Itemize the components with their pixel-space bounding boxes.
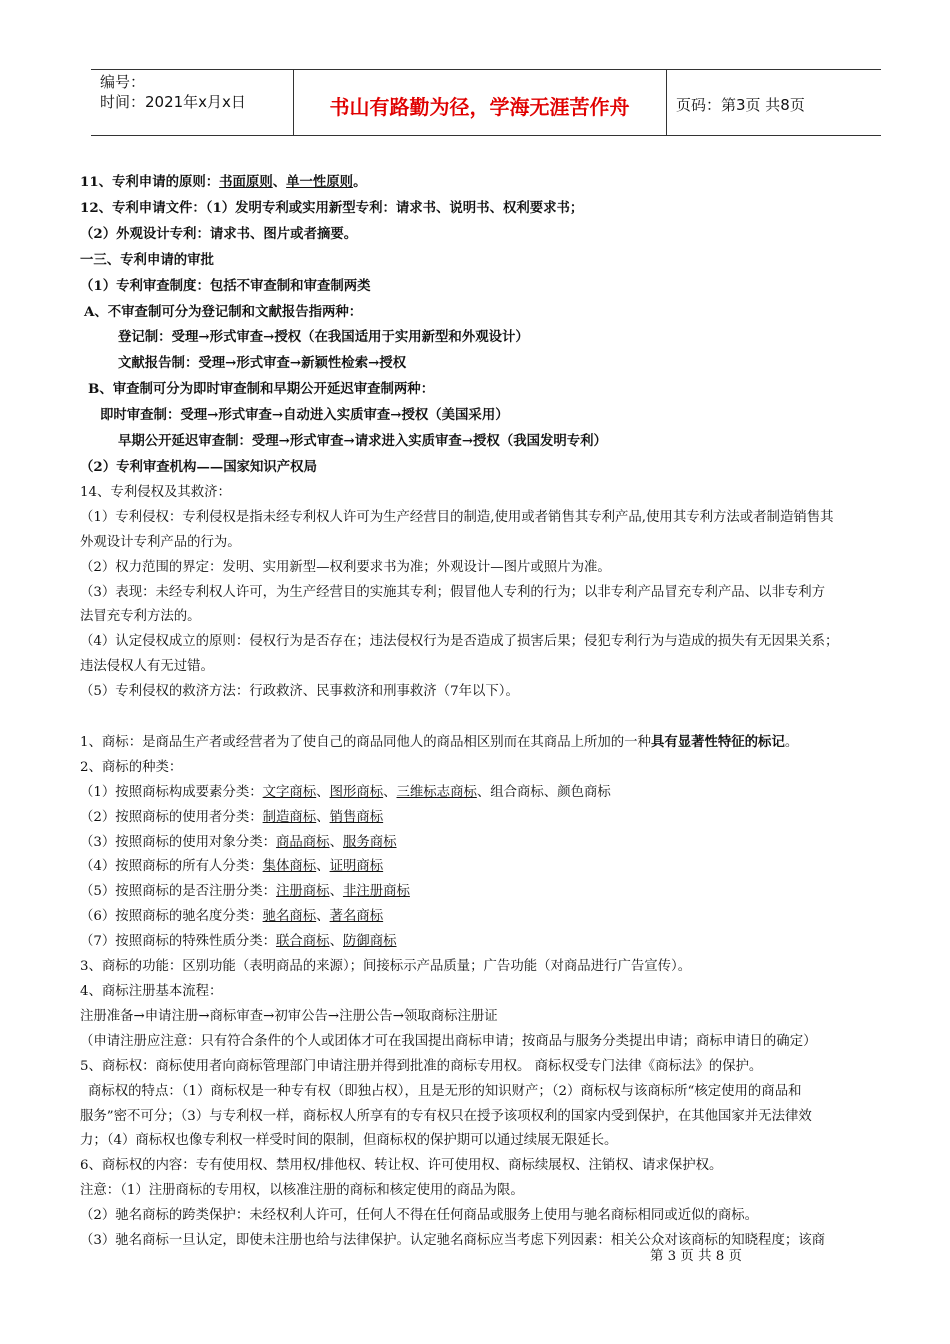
underlined-term: 著名商标 bbox=[329, 909, 384, 925]
text-segment: 3、商标的功能：区别功能（表明商品的来源）；间接标示产品质量；广告功能（对商品进行广告宣传）。 bbox=[80, 959, 692, 975]
blank-line bbox=[80, 705, 895, 730]
text-segment: 即时审查制：受理→形式审查→自动进入实质审查→授权（美国采用） bbox=[100, 407, 509, 424]
text-segment: 、 bbox=[383, 784, 397, 800]
text-segment: （1）专利审查制度：包括不审查制和审查制两类 bbox=[80, 277, 371, 294]
text-segment: 、 bbox=[316, 784, 330, 800]
header-page-info: 页码：第3页 共8页 bbox=[676, 96, 805, 114]
text-segment: 5、商标权：商标使用者向商标管理部门申请注册并得到批准的商标专用权。 商标权受专门法律《商标法》的保护。 bbox=[80, 1058, 763, 1074]
text-line bbox=[80, 300, 895, 326]
text-line bbox=[80, 1005, 895, 1030]
text-segment: 具有显著性特征的标记 bbox=[650, 733, 785, 750]
header-motto: 书山有路勤为径，学海无涯苦作舟 bbox=[329, 95, 630, 119]
underlined-term: 单一性原则 bbox=[286, 174, 354, 190]
text-segment: 外观设计专利产品的行为。 bbox=[80, 534, 241, 550]
underlined-term: 防御商标 bbox=[342, 934, 397, 950]
text-line bbox=[80, 930, 895, 955]
text-segment: 、组合商标、颜色商标 bbox=[476, 784, 611, 800]
text-line bbox=[80, 196, 895, 222]
underlined-term: 图形商标 bbox=[329, 784, 384, 800]
text-line bbox=[80, 403, 895, 429]
underlined-term: 联合商标 bbox=[276, 934, 330, 950]
text-segment: （3）驰名商标一旦认定，即使未注册也给与法律保护。认定驰名商标应当考虑下列因素：相关公众对该商标的知晓程度；该商 bbox=[80, 1233, 825, 1249]
text-segment: （4）认定侵权成立的原则：侵权行为是否存在；违法侵权行为是否造成了损害后果；侵犯专利行为与造成的损失有无因果关系； bbox=[80, 634, 839, 650]
text-line bbox=[80, 730, 895, 756]
text-segment: 、 bbox=[316, 859, 330, 875]
text-segment: 、 bbox=[329, 834, 343, 850]
text-line bbox=[80, 680, 895, 705]
text-line bbox=[80, 455, 895, 481]
text-segment: 早期公开延迟审查制：受理→形式审查→请求进入实质审查→授权（我国发明专利） bbox=[118, 433, 607, 450]
text-line bbox=[80, 605, 895, 630]
text-segment: 服务”密不可分；（3）与专利权一样，商标权人所享有的专有权只在授予该项权利的国家内受到保护，在其他国家并无法律效 bbox=[80, 1108, 812, 1124]
underlined-term: 非注册商标 bbox=[342, 884, 410, 900]
text-segment: 6、商标权的内容：专有使用权、禁用权/排他权、转让权、许可使用权、商标续展权、注销权、请求保护权。 bbox=[80, 1158, 723, 1174]
text-segment: 4、商标注册基本流程： bbox=[80, 983, 223, 999]
underlined-term: 文字商标 bbox=[262, 784, 317, 800]
text-segment: （1）专利侵权：专利侵权是指未经专利权人许可为生产经营目的制造,使用或者销售其专利产品,使用其专利方法或者制造销售其 bbox=[80, 509, 834, 525]
text-line bbox=[80, 429, 895, 455]
serial-label: 编号： bbox=[100, 73, 146, 91]
header-bottom-rule bbox=[91, 135, 881, 136]
text-line bbox=[80, 980, 895, 1005]
text-line bbox=[80, 905, 895, 930]
text-line bbox=[80, 556, 895, 581]
text-line bbox=[80, 481, 895, 506]
text-line bbox=[80, 1129, 895, 1154]
text-segment: 文献报告制：受理→形式审查→新颖性检索→授权 bbox=[118, 355, 407, 372]
text-segment: （5）按照商标的是否注册分类： bbox=[80, 884, 276, 900]
text-segment: 商标权的特点：（1）商标权是一种专有权（即独占权），且是无形的知识财产；（2）商标权与该商标所“核定使用的商品和 bbox=[88, 1083, 802, 1099]
text-line bbox=[80, 1204, 895, 1229]
text-segment: A、不审查制可分为登记制和文献报告指两种： bbox=[84, 303, 363, 320]
text-line bbox=[80, 1105, 895, 1130]
text-segment: （4）按照商标的所有人分类： bbox=[80, 859, 263, 875]
text-line bbox=[80, 377, 895, 403]
underlined-term: 证明商标 bbox=[329, 859, 384, 875]
text-segment: （7）按照商标的特殊性质分类： bbox=[80, 934, 276, 950]
text-segment: 14、专利侵权及其救济： bbox=[80, 484, 231, 500]
underlined-term: 销售商标 bbox=[329, 809, 384, 825]
text-line bbox=[80, 325, 895, 351]
underlined-term: 驰名商标 bbox=[262, 909, 317, 925]
text-line bbox=[80, 248, 895, 274]
text-line bbox=[80, 955, 895, 980]
text-segment: （2）外观设计专利：请求书、图片或者摘要。 bbox=[80, 225, 358, 242]
text-segment: 注意：（1）注册商标的专用权，以核准注册的商标和核定使用的商品为限。 bbox=[80, 1183, 524, 1199]
underlined-term: 商品商标 bbox=[276, 834, 330, 850]
text-segment: 、 bbox=[316, 809, 330, 825]
header-meta bbox=[100, 72, 246, 112]
text-segment: 法冒充专利方法的。 bbox=[80, 609, 201, 625]
text-line bbox=[80, 1229, 895, 1254]
text-line bbox=[80, 506, 895, 531]
underlined-term: 书面原则 bbox=[219, 174, 273, 190]
header-divider-right bbox=[666, 69, 667, 135]
text-segment: 。 bbox=[784, 734, 799, 750]
underlined-term: 制造商标 bbox=[262, 809, 317, 825]
underlined-term: 服务商标 bbox=[342, 834, 397, 850]
text-segment: （2）专利审查机构——国家知识产权局 bbox=[80, 458, 317, 475]
text-line bbox=[80, 806, 895, 831]
text-segment: 2、商标的种类： bbox=[80, 759, 183, 775]
text-line bbox=[80, 351, 895, 377]
text-line bbox=[80, 170, 895, 196]
underlined-term: 集体商标 bbox=[262, 859, 317, 875]
text-segment: 、 bbox=[329, 884, 343, 900]
underlined-term: 三维标志商标 bbox=[396, 784, 477, 800]
text-segment: 、 bbox=[272, 174, 287, 190]
text-segment: 1、商标：是商品生产者或经营者为了使自己的商品同他人的商品相区别而在其商品上所加的一种 bbox=[80, 734, 651, 750]
text-line bbox=[80, 531, 895, 556]
text-line bbox=[80, 1080, 895, 1105]
text-segment: （2）驰名商标的跨类保护：未经权利人许可，任何人不得在任何商品或服务上使用与驰名商标相同或近似的商标。 bbox=[80, 1208, 759, 1224]
text-line bbox=[80, 1179, 895, 1204]
text-segment: 登记制：受理→形式审查→授权（在我国适用于实用新型和外观设计） bbox=[118, 329, 529, 346]
text-segment: 注册准备→申请注册→商标审查→初审公告→注册公告→领取商标注册证 bbox=[80, 1008, 498, 1024]
text-segment: （申请注册应注意：只有符合条件的个人或团体才可在我国提出商标申请；按商品与服务分类提出申请；商标申请日的确定） bbox=[80, 1033, 817, 1049]
text-line bbox=[80, 855, 895, 880]
text-segment: 一三、专利申请的审批 bbox=[80, 251, 214, 268]
text-segment: 。 bbox=[353, 174, 367, 190]
text-segment: 力；（4）商标权也像专利权一样受时间的限制，但商标权的保护期可以通过续展无限延长。 bbox=[80, 1133, 618, 1149]
text-segment: 、 bbox=[329, 934, 343, 950]
text-line bbox=[80, 655, 895, 680]
page-footer: 第 3 页 共 8 页 bbox=[650, 1249, 742, 1264]
text-segment: 12、专利申请文件：（1）发明专利或实用新型专利：请求书、说明书、权利要求书； bbox=[80, 199, 584, 216]
underlined-term: 注册商标 bbox=[276, 884, 330, 900]
text-segment: （5）专利侵权的救济方法：行政救济、民事救济和刑事救济（7年以下）。 bbox=[80, 684, 519, 700]
text-line bbox=[80, 1055, 895, 1080]
text-segment: 违法侵权人有无过错。 bbox=[80, 659, 214, 675]
document-body bbox=[80, 170, 895, 1254]
text-segment: （2）权力范围的界定：发明、实用新型—权利要求书为准；外观设计—图片或照片为准。 bbox=[80, 559, 611, 575]
time-label: 时间：2021年x月x日 bbox=[100, 93, 246, 111]
text-segment: （1）按照商标构成要素分类： bbox=[80, 784, 263, 800]
text-segment: （2）按照商标的使用者分类： bbox=[80, 809, 263, 825]
text-line bbox=[80, 1154, 895, 1179]
text-segment: （6）按照商标的驰名度分类： bbox=[80, 909, 263, 925]
text-line bbox=[80, 756, 895, 781]
text-segment: （3）按照商标的使用对象分类： bbox=[80, 834, 276, 850]
text-segment: 、 bbox=[316, 909, 330, 925]
text-line bbox=[80, 880, 895, 905]
header-top-rule bbox=[91, 69, 881, 70]
text-line bbox=[80, 581, 895, 606]
text-line bbox=[80, 831, 895, 856]
text-segment: （3）表现：未经专利权人许可，为生产经营目的实施其专利；假冒他人专利的行为；以非专利产品冒充专利产品、以非专利方 bbox=[80, 584, 825, 600]
text-line bbox=[80, 1030, 895, 1055]
text-line bbox=[80, 630, 895, 655]
text-line bbox=[80, 781, 895, 806]
text-line bbox=[80, 222, 895, 248]
text-line bbox=[80, 274, 895, 300]
text-segment: 11、专利申请的原则： bbox=[80, 174, 220, 190]
text-segment: B、审查制可分为即时审查制和早期公开延迟审查制两种： bbox=[88, 381, 435, 398]
